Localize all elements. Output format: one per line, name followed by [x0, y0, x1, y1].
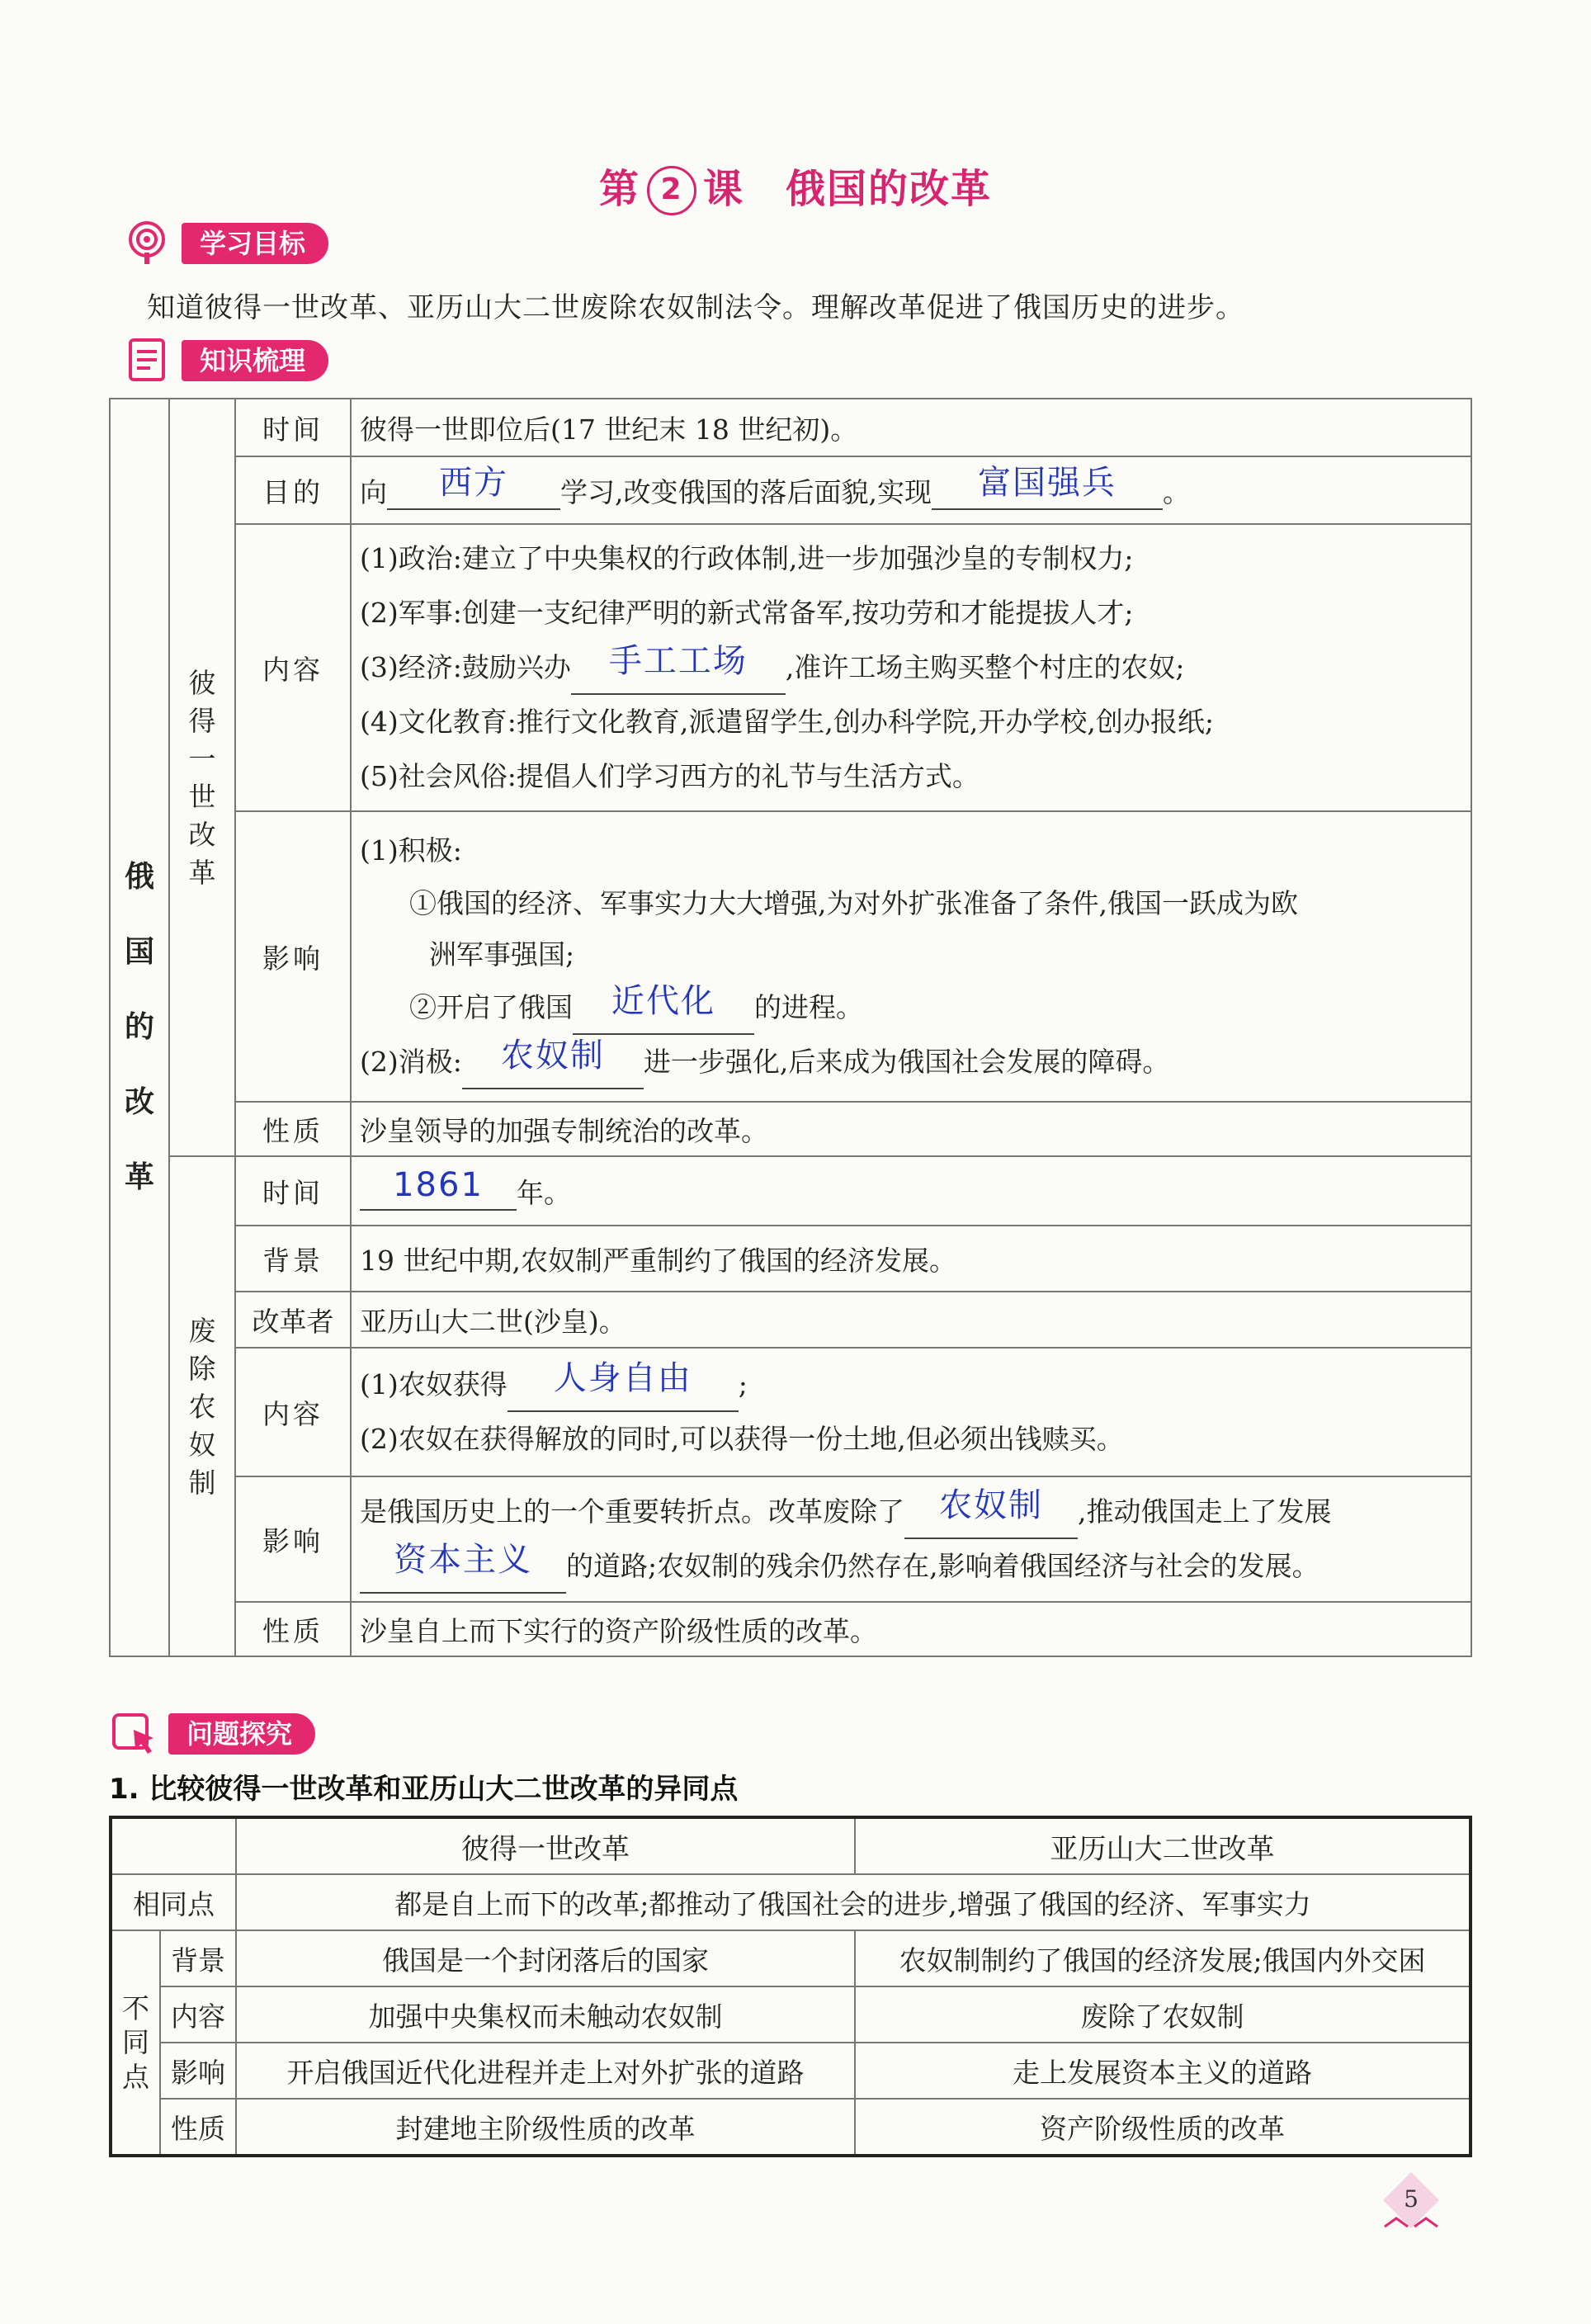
- serf-time: 1861 年。: [351, 1156, 1471, 1226]
- row-label: 影响: [235, 1476, 351, 1602]
- table-row: [111, 2043, 1471, 2099]
- lesson-name: 俄国的改革: [786, 166, 993, 212]
- answer-blank[interactable]: 人身自由: [508, 1374, 739, 1412]
- knowledge-table: [109, 398, 1472, 1657]
- row-label: 影响: [235, 811, 351, 1102]
- peter-time: 彼得一世即位后(17 世纪末 18 世纪初)。: [351, 399, 1471, 456]
- target-icon: [122, 220, 175, 266]
- lesson-suffix: 课: [702, 166, 744, 212]
- table-row: [110, 524, 1471, 811]
- section-goal-label: 学习目标: [182, 223, 328, 264]
- lesson-number: 2: [647, 166, 696, 215]
- serf-content: (1)农奴获得 人身自由 ; (2)农奴在获得解放的同时,可以获得一份土地,但必须出钱赎买。: [351, 1348, 1471, 1476]
- same-points: 都是自上而下的改革;都推动了俄国社会的进步,增强了俄国的经济、军事实力: [236, 1874, 1471, 1930]
- diff-label: 不 同 点: [111, 1930, 160, 2156]
- page-number-badge: [1378, 2170, 1444, 2237]
- row-label: 内容: [235, 524, 351, 811]
- document-icon: [122, 337, 175, 383]
- section-knowledge-label: 知识梳理: [182, 340, 328, 381]
- table-cell: 资产阶级性质的改革: [855, 2099, 1471, 2156]
- row-label: 性质: [235, 1602, 351, 1656]
- answer-blank[interactable]: 近代化: [573, 997, 754, 1035]
- peter-goal: 向 西方 学习,改变俄国的落后面貌,实现 富国强兵 。: [351, 456, 1471, 524]
- row-label: 影响: [160, 2043, 236, 2099]
- section-explore-label: 问题探究: [168, 1713, 315, 1755]
- table-row: [111, 1986, 1471, 2043]
- table-row: [110, 1156, 1471, 1226]
- row-label: 内容: [235, 1348, 351, 1476]
- serf-background: 19 世纪中期,农奴制严重制约了俄国的经济发展。: [351, 1226, 1471, 1292]
- row-label: 目的: [235, 456, 351, 524]
- header-empty: [111, 1817, 236, 1874]
- table-row: [110, 1292, 1471, 1348]
- table-cell: 封建地主阶级性质的改革: [236, 2099, 855, 2156]
- table-row: [110, 1226, 1471, 1292]
- answer-blank[interactable]: 资本主义: [360, 1556, 566, 1594]
- table-row: [110, 456, 1471, 524]
- lesson-title: [0, 157, 1591, 215]
- answer-blank[interactable]: 1861: [360, 1173, 517, 1211]
- lesson-prefix: 第: [598, 166, 640, 212]
- table-row: [111, 1817, 1471, 1874]
- table-cell: 农奴制制约了俄国的经济发展;俄国内外交困: [855, 1930, 1471, 1986]
- peter-impact: (1)积极: ①俄国的经济、军事实力大大增强,为对外扩张准备了条件,俄国一跃成为欧 洲军事强国; ②开启了俄国 近代化 的进程。 (2)消极: 农奴制 进一步强化,后来成为俄国社会发展的障碍。: [351, 811, 1471, 1102]
- answer-blank[interactable]: 手工工场: [571, 657, 786, 695]
- serf-impact: 是俄国历史上的一个重要转折点。改革废除了 农奴制 ,推动俄国走上了发展 资本主义 的道路;农奴制的残余仍然存在,影响着俄国经济与社会的发展。: [351, 1476, 1471, 1602]
- table-cell: 开启俄国近代化进程并走上对外扩张的道路: [236, 2043, 855, 2099]
- table-row: [111, 2099, 1471, 2156]
- table-row: [110, 1102, 1471, 1156]
- serf-nature: 沙皇自上而下实行的资产阶级性质的改革。: [351, 1602, 1471, 1656]
- reform-overview-label: 俄 国 的 改 革: [110, 399, 169, 1656]
- answer-blank[interactable]: 农奴制: [462, 1051, 644, 1089]
- column-header: 彼得一世改革: [236, 1817, 855, 1874]
- page-number: 5: [1404, 2185, 1419, 2213]
- row-label: 背景: [160, 1930, 236, 1986]
- table-cell: 加强中央集权而未触动农奴制: [236, 1986, 855, 2043]
- answer-blank[interactable]: 农奴制: [904, 1501, 1078, 1539]
- peter-nature: 沙皇领导的加强专制统治的改革。: [351, 1102, 1471, 1156]
- row-label: 时间: [235, 399, 351, 456]
- answer-blank[interactable]: 富国强兵: [932, 472, 1163, 510]
- row-label: 相同点: [111, 1874, 236, 1930]
- peter-reform-label: 彼 得 一 世 改 革: [169, 399, 235, 1156]
- row-label: 内容: [160, 1986, 236, 2043]
- table-row: [110, 399, 1471, 456]
- serf-reform-label: 废 除 农 奴 制: [169, 1156, 235, 1656]
- question-title: 1. 比较彼得一世改革和亚历山大二世改革的异同点: [109, 1773, 739, 1806]
- row-label: 性质: [235, 1102, 351, 1156]
- cursor-click-icon: [109, 1710, 162, 1756]
- column-header: 亚历山大二世改革: [855, 1817, 1471, 1874]
- table-row: [110, 1602, 1471, 1656]
- row-label: 时间: [235, 1156, 351, 1226]
- row-label: 背景: [235, 1226, 351, 1292]
- table-row: [111, 1874, 1471, 1930]
- table-cell: 走上发展资本主义的道路: [855, 2043, 1471, 2099]
- table-row: [111, 1930, 1471, 1986]
- table-cell: 俄国是一个封闭落后的国家: [236, 1930, 855, 1986]
- goal-text: 知道彼得一世改革、亚历山大二世废除农奴制法令。理解改革促进了俄国历史的进步。: [147, 291, 1244, 324]
- row-label: 性质: [160, 2099, 236, 2156]
- table-row: [110, 811, 1471, 1102]
- row-label: 改革者: [235, 1292, 351, 1348]
- comparison-table: [109, 1816, 1472, 2157]
- table-cell: 废除了农奴制: [855, 1986, 1471, 2043]
- table-row: [110, 1348, 1471, 1476]
- serf-reformer: 亚历山大二世(沙皇)。: [351, 1292, 1471, 1348]
- table-row: [110, 1476, 1471, 1602]
- answer-blank[interactable]: 西方: [387, 472, 560, 510]
- peter-content: (1)政治:建立了中央集权的行政体制,进一步加强沙皇的专制权力; (2)军事:创建一支纪律严明的新式常备军,按功劳和才能提拔人才; (3)经济:鼓励兴办 手工工场 ,准许工场主购买整个村庄的农奴; (4)文化教育:推行文化教育,派遣留学生,创办科学院,开办学校,创办报纸; (5)社会风俗:提倡人们学习西方的礼节与生活方式。: [351, 524, 1471, 811]
